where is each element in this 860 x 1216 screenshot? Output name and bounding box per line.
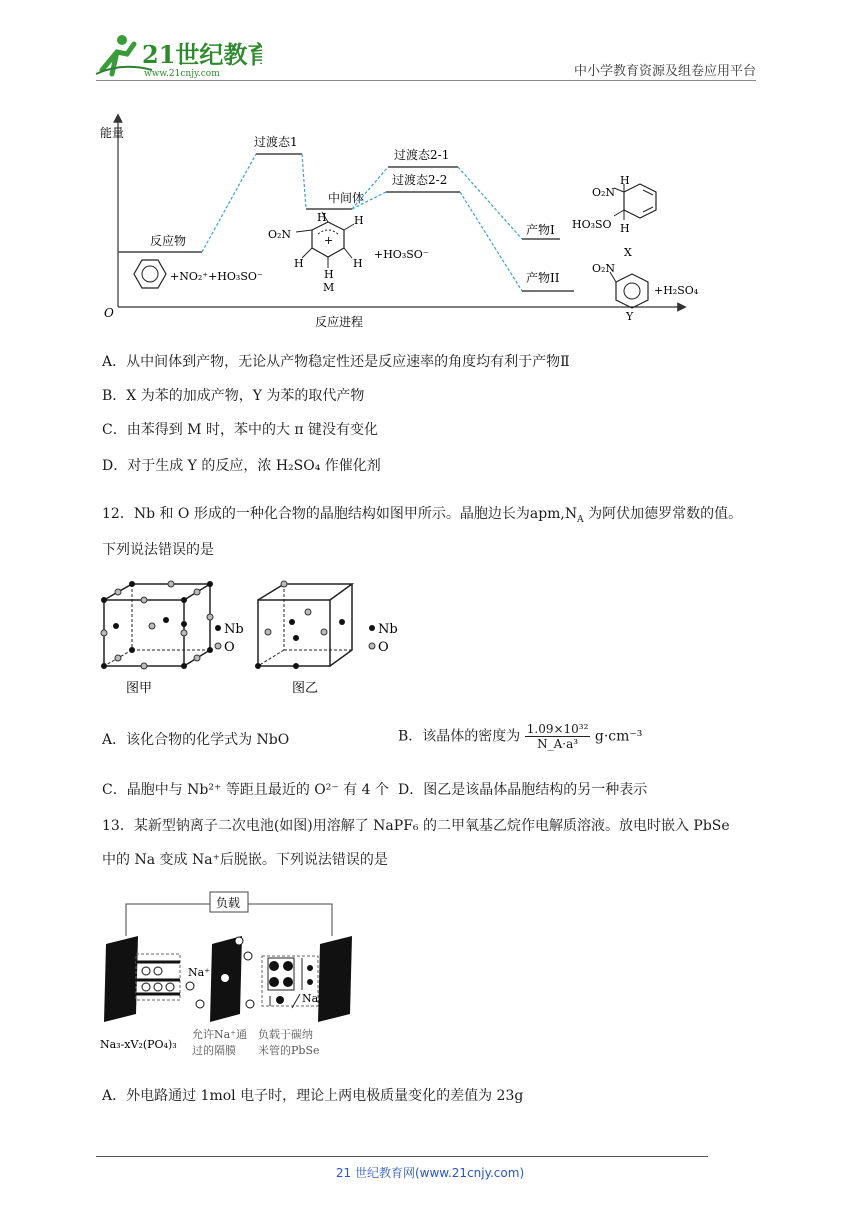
atom-h: H [317, 211, 327, 224]
header-divider [96, 80, 756, 81]
crystal-figures [96, 576, 416, 704]
atom-h: H [620, 174, 630, 187]
label-membrane-1: 允许Na⁺通 [192, 1028, 247, 1041]
wire-left [126, 904, 210, 936]
label-anode-1: 负载于碳纳 [258, 1028, 313, 1041]
q12-stem-line2: 下列说法错误的是 [102, 542, 214, 558]
header-platform-text: 中小学教育资源及组卷应用平台 [573, 64, 756, 79]
atom-no2: O₂N [268, 228, 292, 241]
q13-stem-line2: 中的 Na 变成 Na⁺后脱嵌。下列说法错误的是 [102, 852, 388, 868]
caption-fig-a: 图甲 [126, 681, 153, 696]
na-label: Na [302, 992, 319, 1005]
product-y-extra: +H₂SO₄ [654, 284, 699, 297]
legend-o: O [378, 640, 389, 655]
product-x-structure [614, 184, 656, 220]
q12-stem-line1: 12．Nb 和 O 形成的一种化合物的晶胞结构如图甲所示。晶胞边长为$apm,N_A$ 为阿伏加德罗常数的值。 [102, 506, 743, 525]
wire-right [248, 904, 332, 936]
q11-option-c: C．由苯得到 M 时，苯中的大 π 键没有变化 [102, 422, 379, 438]
electrode-left [104, 936, 138, 1022]
q11-option-a: A．从中间体到产物，无论从产物稳定性还是反应速率的角度均有利于产物Ⅱ [102, 354, 570, 370]
density-fraction: $\frac{\text{1.09×10³²}}{\text{N\_A·a³}}$ [526, 722, 589, 751]
q12-option-d: D．图乙是该晶体晶胞结构的另一种表示 [398, 782, 648, 798]
energy-diagram [90, 112, 710, 338]
label-ts22: 过渡态2-2 [392, 173, 448, 187]
legend-o: O [224, 640, 235, 655]
label-product2: 产物II [526, 271, 560, 285]
legend-nb-dot [369, 625, 375, 631]
load-label: 负载 [216, 896, 241, 910]
label-product1: 产物I [526, 223, 555, 237]
product-y-label: Y [626, 310, 634, 323]
atoms-a [101, 581, 213, 669]
label-intermediate: 中间体 [328, 191, 365, 205]
q12-option-c: C．晶胞中与 Nb²⁺ 等距且最近的 O²⁻ 有 4 个 [102, 782, 390, 798]
legend-nb: Nb [378, 622, 398, 637]
legend-o-dot [215, 643, 221, 649]
x-axis-label: 反应进程 [315, 315, 364, 329]
unit-cell-a [104, 584, 210, 666]
product-y-structure [610, 272, 648, 308]
label-ts21: 过渡态2-1 [394, 148, 450, 162]
q12-option-a: A．该化合物的化学式为 NbO [102, 732, 290, 748]
site-logo [92, 30, 262, 80]
q13-stem-line1: 13．某新型钠离子二次电池(如图)用溶解了 NaPF₆ 的二甲氧基乙烷作电解质溶液。放电时嵌入 PbSe [102, 818, 730, 834]
atom-so3: HO₃SO [572, 218, 612, 231]
label-anode-2: 米管的PbSe [258, 1044, 320, 1057]
origin-label: O [104, 306, 114, 320]
intermediate-extra: +HO₃SO⁻ [374, 248, 429, 261]
caption-fig-b: 图乙 [292, 681, 319, 696]
atom-no2: O₂N [592, 186, 616, 199]
benzene-structure [134, 260, 166, 288]
atom-no2: O₂N [592, 262, 616, 275]
logo-text: 21世纪教育 [142, 40, 262, 69]
q13-option-a: A．外电路通过 1mol 电子时，理论上两电极质量变化的差值为 23g [102, 1088, 524, 1104]
na-ion-label: Na⁺ [188, 966, 210, 979]
atom-plus: + [324, 234, 334, 247]
unit-cell-b [258, 584, 352, 666]
y-axis-label: 能量 [100, 126, 125, 140]
atom-h: H [353, 257, 363, 270]
intermediate-label: M [323, 281, 335, 294]
atom-h: H [620, 222, 630, 235]
atom-h: H [294, 257, 304, 270]
electrode-right [318, 936, 352, 1022]
logo-url: www.21cnjy.com [144, 69, 220, 79]
atom-h: H [354, 214, 364, 227]
label-cathode-material: Na₃-xV₂(PO₄)₃ [100, 1038, 177, 1051]
q11-option-b: B．X 为苯的加成产物，Y 为苯的取代产物 [102, 388, 365, 404]
label-membrane-2: 过的隔膜 [192, 1044, 236, 1057]
q12-option-b: B．该晶体的密度为 $\frac{\text{1.09×10³²}}{\text{N\_A·a³}}$ g·cm⁻³ [398, 722, 643, 751]
reactant-formula: +NO₂⁺+HO₃SO⁻ [170, 270, 263, 283]
footer-link[interactable]: 21 世纪教育网(www.21cnjy.com) [335, 1166, 525, 1180]
battery-diagram [96, 886, 366, 1076]
label-reactant: 反应物 [150, 234, 187, 248]
legend-nb-dot [215, 625, 221, 631]
q11-option-d: D．对于生成 Y 的反应，浓 H₂SO₄ 作催化剂 [102, 458, 381, 474]
footer-divider [96, 1156, 708, 1157]
product-x-label: X [624, 246, 632, 259]
legend-nb: Nb [224, 622, 244, 637]
legend-o-dot [369, 643, 375, 649]
atom-h: H [324, 268, 334, 281]
label-ts1: 过渡态1 [254, 135, 298, 149]
